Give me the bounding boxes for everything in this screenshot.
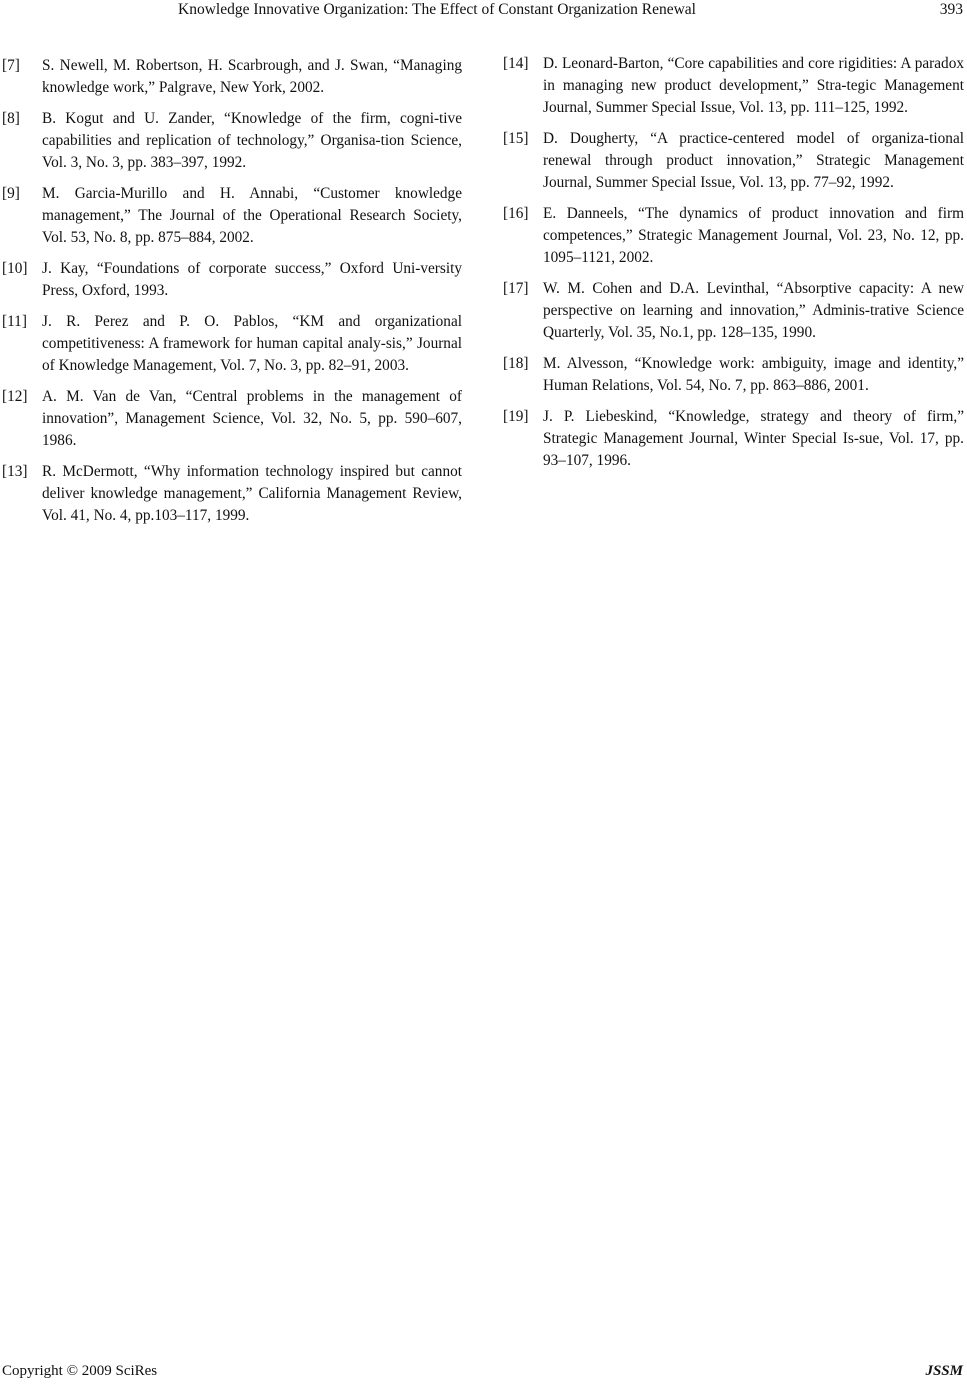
- reference-text: E. Danneels, “The dynamics of product innovation and firm competences,” Strategic Management Journal, Vol. 23, No. 12, pp. 1095–1121, 2002.: [543, 205, 964, 266]
- reference-number: [17]: [503, 280, 529, 297]
- copyright-notice: Copyright © 2009 SciRes: [2, 1363, 158, 1379]
- reference-number: [18]: [503, 355, 529, 372]
- running-title: Knowledge Innovative Organization: The Effect of Constant Organization Renewal: [178, 1, 696, 18]
- reference-number: [19]: [503, 408, 529, 425]
- reference-item: [2, 386, 462, 452]
- reference-item: [2, 183, 462, 249]
- reference-item: [2, 258, 462, 302]
- reference-number: [9]: [2, 185, 20, 202]
- reference-text: J. Kay, “Foundations of corporate success,” Oxford Uni-versity Press, Oxford, 1993.: [42, 260, 462, 299]
- reference-text: J. R. Perez and P. O. Pablos, “KM and organizational competitiveness: A framework for human capital analy-sis,” Journal of Knowledge Management, Vol. 7, No. 3, pp. 82–91, 2003.: [42, 313, 462, 374]
- page-footer: [0, 1363, 967, 1385]
- reference-item: [2, 108, 462, 174]
- reference-number: [7]: [2, 57, 20, 74]
- reference-number: [12]: [2, 388, 28, 405]
- reference-number: [8]: [2, 110, 20, 127]
- reference-text: B. Kogut and U. Zander, “Knowledge of the firm, cogni-tive capabilities and replication of technology,” Organisa-tion Science, Vol. 3, No. 3, pp. 383–397, 1992.: [42, 110, 462, 171]
- reference-text: W. M. Cohen and D.A. Levinthal, “Absorptive capacity: A new perspective on learning and innovation,” Adminis-trative Science Quarterly, Vol. 35, No.1, pp. 128–135, 1990.: [543, 280, 964, 341]
- reference-number: [13]: [2, 463, 28, 480]
- reference-number: [14]: [503, 55, 529, 72]
- reference-number: [10]: [2, 260, 28, 277]
- reference-item: [503, 203, 964, 269]
- reference-text: S. Newell, M. Robertson, H. Scarbrough, and J. Swan, “Managing knowledge work,” Palgrave, New York, 2002.: [42, 57, 462, 96]
- reference-text: J. P. Liebeskind, “Knowledge, strategy and theory of firm,” Strategic Management Journal, Winter Special Is-sue, Vol. 17, pp. 93–107, 1996.: [543, 408, 964, 469]
- reference-number: [15]: [503, 130, 529, 147]
- reference-item: [2, 461, 462, 527]
- reference-number: [11]: [2, 313, 27, 330]
- reference-text: A. M. Van de Van, “Central problems in the management of innovation”, Management Science, Vol. 32, No. 5, pp. 590–607, 1986.: [42, 388, 462, 449]
- reference-item: [2, 311, 462, 377]
- reference-text: D. Dougherty, “A practice-centered model of organiza-tional renewal through product innovation,” Strategic Management Journal, Summer Special Issue, Vol. 13, pp. 77–92, 1992.: [543, 130, 964, 191]
- reference-item: [503, 353, 964, 397]
- running-header: [0, 0, 967, 22]
- reference-text: R. McDermott, “Why information technology inspired but cannot deliver knowledge management,” California Management Review, Vol. 41, No. 4, pp.103–117, 1999.: [42, 463, 462, 524]
- reference-number: [16]: [503, 205, 529, 222]
- reference-item: [503, 128, 964, 194]
- page-number: 393: [939, 1, 963, 18]
- reference-item: [2, 55, 462, 99]
- references-left-column: [2, 55, 462, 536]
- reference-item: [503, 278, 964, 344]
- reference-item: [503, 53, 964, 119]
- reference-text: D. Leonard-Barton, “Core capabilities and core rigidities: A paradox in managing new product development,” Stra-tegic Management Journal, Summer Special Issue, Vol. 13, pp. 111–125, 1992.: [543, 55, 964, 116]
- reference-text: M. Alvesson, “Knowledge work: ambiguity, image and identity,” Human Relations, Vol. 54, No. 7, pp. 863–886, 2001.: [543, 355, 964, 394]
- reference-text: M. Garcia-Murillo and H. Annabi, “Customer knowledge management,” The Journal of the Operational Research Society, Vol. 53, No. 8, pp. 875–884, 2002.: [42, 185, 462, 246]
- reference-item: [503, 406, 964, 472]
- references-right-column: [503, 53, 964, 481]
- journal-abbreviation: JSSM: [925, 1363, 963, 1379]
